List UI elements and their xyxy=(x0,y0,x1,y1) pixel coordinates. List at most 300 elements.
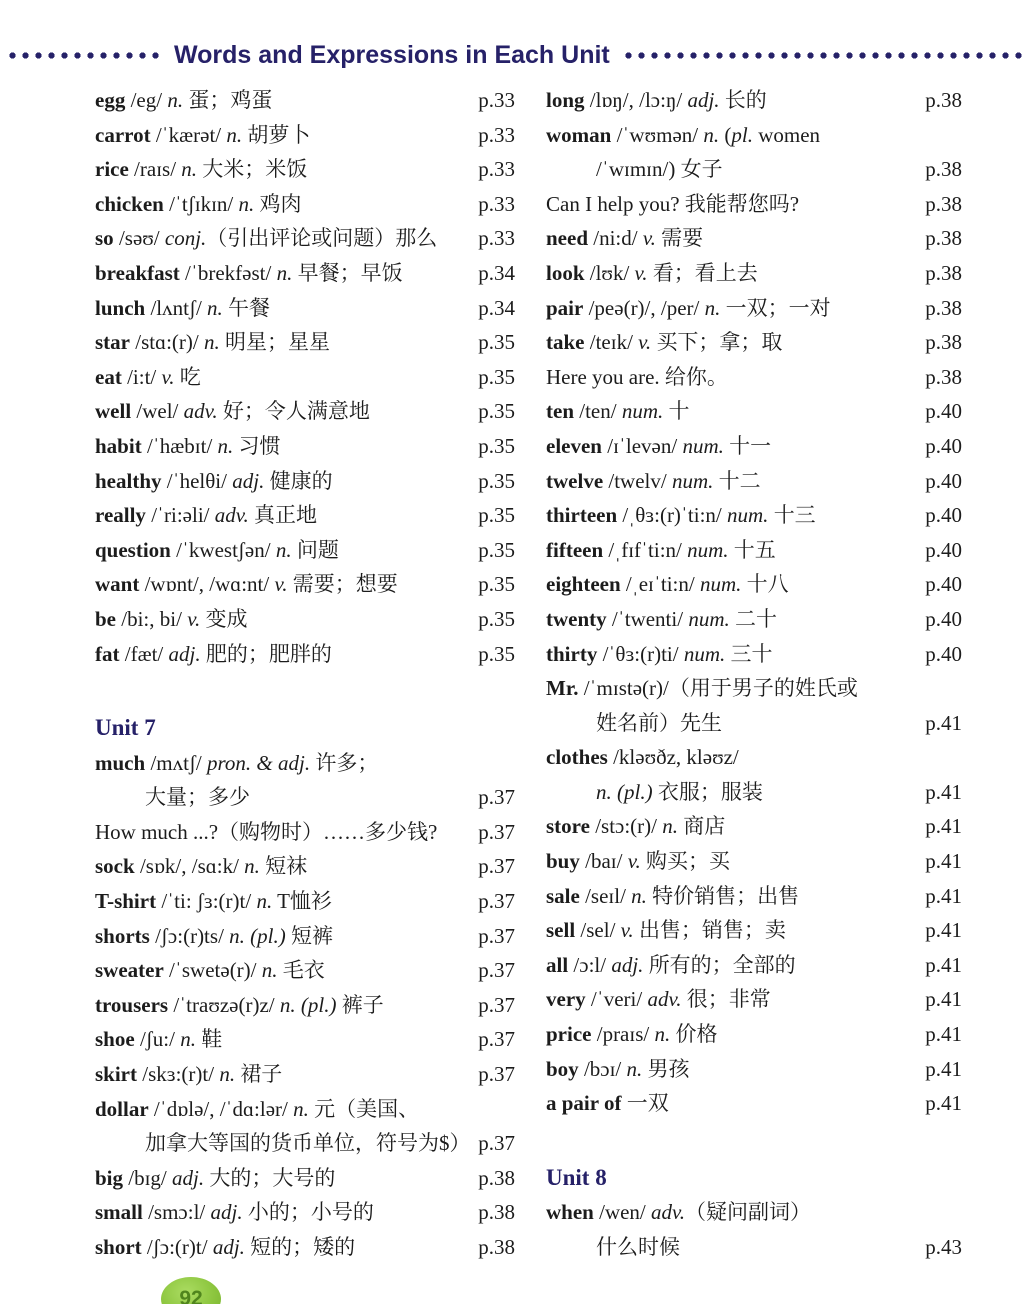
page-ref: p.35 xyxy=(478,399,515,424)
entry-fragment: 肥的；肥胖的 xyxy=(200,641,332,666)
part-of-speech: n. xyxy=(207,295,223,320)
vocab-column-right xyxy=(546,83,962,1265)
part-of-speech: v. xyxy=(620,918,634,943)
entry-text xyxy=(546,982,771,1017)
vocab-line xyxy=(546,637,962,672)
entry-text xyxy=(596,706,722,741)
part-of-speech: v. xyxy=(627,849,641,874)
entry-fragment: 真正地 xyxy=(248,503,318,528)
entry-fragment: /praɪs/ xyxy=(591,1022,655,1047)
page-ref: p.41 xyxy=(925,918,962,943)
entry-fragment: 买下；拿；取 xyxy=(651,330,783,355)
headword: breakfast xyxy=(95,260,180,285)
entry-text xyxy=(95,637,332,672)
entry-fragment: （疑问副词） xyxy=(685,1200,812,1225)
vocab-line xyxy=(546,360,962,395)
part-of-speech: n. xyxy=(654,1022,671,1047)
entry-fragment: /ni:d/ xyxy=(588,226,643,251)
entry-text xyxy=(95,1092,419,1127)
entry-fragment: /ˌθɜ:(r)ˈti:n/ xyxy=(617,503,728,528)
page-ref: p.41 xyxy=(925,1022,962,1047)
entry-text xyxy=(546,948,796,983)
entry-text xyxy=(546,533,776,568)
page-ref: p.37 xyxy=(478,1062,515,1087)
entry-fragment: /stɑ:(r)/ xyxy=(130,330,204,355)
entry-text xyxy=(596,1230,680,1265)
page-ref: p.38 xyxy=(925,260,962,285)
entry-fragment: /ɪˈlevən/ xyxy=(601,433,683,458)
headword: boy xyxy=(546,1056,579,1081)
headword: twelve xyxy=(546,468,604,493)
entry-text xyxy=(596,775,763,810)
part-of-speech: n. xyxy=(226,122,243,147)
headword: egg xyxy=(95,88,126,112)
unit-heading: Unit 8 xyxy=(546,1164,607,1190)
entry-fragment: /skɜ:(r)t/ xyxy=(137,1062,220,1087)
entry-fragment: /ˌeɪˈti:n/ xyxy=(620,572,700,597)
part-of-speech: adv. xyxy=(647,987,682,1012)
entry-fragment: 购买；买 xyxy=(640,849,730,874)
page-ref: p.38 xyxy=(925,226,962,251)
part-of-speech: n. (pl.) xyxy=(229,923,286,948)
entry-text xyxy=(95,83,272,118)
part-of-speech: n. xyxy=(662,814,678,839)
entry-text xyxy=(95,187,302,222)
entry-text xyxy=(95,1057,282,1092)
entry-fragment: T恤衫 xyxy=(272,889,332,914)
headword: thirty xyxy=(546,641,598,666)
headword: need xyxy=(546,226,588,251)
entry-fragment: /ˈdɒlə/, /ˈdɑ:lər/ xyxy=(148,1096,294,1121)
part-of-speech: v. xyxy=(161,364,175,389)
entry-text xyxy=(95,953,325,988)
page-ref: p.41 xyxy=(925,1056,962,1081)
entry-text xyxy=(95,1230,355,1265)
entry-fragment: /peə(r)/, /per/ xyxy=(583,295,705,320)
page-ref: p.35 xyxy=(478,606,515,631)
headword: fifteen xyxy=(546,537,604,562)
part-of-speech: n. xyxy=(275,537,292,562)
entry-text xyxy=(546,740,739,775)
vocab-line xyxy=(546,429,962,464)
vocab-line xyxy=(546,464,962,499)
part-of-speech: adv. xyxy=(214,503,249,528)
headword: T-shirt xyxy=(95,889,157,914)
entry-fragment: 男孩 xyxy=(642,1056,690,1081)
entry-fragment: /wen/ xyxy=(593,1200,652,1225)
part-of-speech: conj. xyxy=(164,226,207,251)
page-ref: p.33 xyxy=(478,157,515,182)
vocab-line xyxy=(546,844,962,879)
headword: sale xyxy=(546,883,580,908)
entry-fragment: 胡萝卜 xyxy=(242,122,311,147)
vocab-line xyxy=(546,83,962,118)
entry-fragment: 需要 xyxy=(655,226,704,251)
headword: skirt xyxy=(95,1062,137,1087)
page-ref: p.33 xyxy=(478,88,515,112)
part-of-speech: adj. xyxy=(687,88,720,112)
entry-fragment: /ʃɔ:(r)ts/ xyxy=(149,923,230,948)
entry-fragment: （引出评论或问题）那么 xyxy=(206,226,438,251)
vocab-line xyxy=(546,291,962,326)
part-of-speech: adj. xyxy=(232,468,265,493)
vocab-line xyxy=(95,221,515,256)
part-of-speech: n. xyxy=(626,1056,643,1081)
entry-fragment: 变成 xyxy=(200,606,248,631)
page-ref: p.35 xyxy=(478,641,515,666)
part-of-speech: adv. xyxy=(651,1200,686,1225)
entry-text xyxy=(546,913,786,948)
page-ref: p.37 xyxy=(478,889,515,914)
entry-fragment: /ˈkwestʃən/ xyxy=(170,537,276,562)
entry-fragment: /wɒnt/, /wɑ:nt/ xyxy=(139,572,275,597)
entry-fragment: /bɔɪ/ xyxy=(578,1056,627,1081)
entry-fragment: 元（美国、 xyxy=(308,1096,420,1121)
page-ref: p.40 xyxy=(925,503,962,528)
vocab-line xyxy=(95,919,515,954)
headword: shorts xyxy=(95,923,150,948)
headword: really xyxy=(95,503,146,528)
page-ref: p.38 xyxy=(925,295,962,320)
entry-fragment: /eg/ xyxy=(125,88,168,112)
entry-text xyxy=(546,637,773,672)
vocab-line xyxy=(546,948,962,983)
part-of-speech: v. xyxy=(187,606,201,631)
part-of-speech: adv. xyxy=(183,399,218,424)
part-of-speech: n. xyxy=(704,295,721,320)
headword: small xyxy=(95,1200,143,1225)
entry-text xyxy=(546,1195,811,1230)
entry-fragment: 裤子 xyxy=(336,992,384,1017)
entry-fragment: /ˈri:əli/ xyxy=(145,503,215,528)
entry-fragment: 短的；矮的 xyxy=(244,1235,356,1259)
vocab-line xyxy=(95,988,515,1023)
entry-fragment: 问题 xyxy=(291,537,339,562)
vocab-line xyxy=(95,394,515,429)
vocab-line xyxy=(95,884,515,919)
vocab-line xyxy=(95,1195,515,1230)
page-ref: p.37 xyxy=(478,785,515,810)
headword: question xyxy=(95,537,171,562)
vocab-line xyxy=(546,775,962,810)
entry-fragment: 鸡肉 xyxy=(254,191,302,216)
entry-fragment: /smɔ:l/ xyxy=(142,1200,211,1225)
entry-text xyxy=(95,602,247,637)
entry-fragment: 大量；多少 xyxy=(145,785,250,810)
entry-text xyxy=(546,360,728,395)
entry-fragment: 十三 xyxy=(768,503,816,528)
entry-text xyxy=(95,1195,374,1230)
entry-fragment: /ˈswetə(r)/ xyxy=(163,958,262,983)
entry-fragment: Here you are. 给你。 xyxy=(546,364,728,389)
entry-fragment: 十 xyxy=(663,399,690,424)
entry-fragment: /ˈwʊmən/ xyxy=(611,122,704,147)
headword: eleven xyxy=(546,433,602,458)
part-of-speech: v. xyxy=(634,260,648,285)
part-of-speech: num. xyxy=(671,468,714,493)
page-ref: p.38 xyxy=(478,1165,515,1190)
entry-fragment: 出售；销售；卖 xyxy=(633,918,786,943)
entry-fragment: 所有的；全部的 xyxy=(643,952,796,977)
headword: star xyxy=(95,330,130,355)
vocab-line xyxy=(95,360,515,395)
headword: long xyxy=(546,88,585,112)
headword: price xyxy=(546,1022,592,1047)
entry-fragment: /lʊk/ xyxy=(584,260,635,285)
entry-fragment: 什么时候 xyxy=(596,1235,680,1259)
page-ref: p.40 xyxy=(925,399,962,424)
entry-text xyxy=(95,464,333,499)
entry-fragment: /ˈti: ʃɜ:(r)t/ xyxy=(156,889,257,914)
entry-fragment: 商店 xyxy=(678,814,726,839)
entry-text xyxy=(546,464,761,499)
entry-fragment: /ˈhelθi/ xyxy=(161,468,233,493)
entry-fragment: /wel/ xyxy=(131,399,184,424)
entry-text xyxy=(95,815,437,850)
entry-fragment: /ˈtwenti/ xyxy=(606,606,689,631)
headword: thirteen xyxy=(546,503,618,528)
entry-text xyxy=(95,849,307,884)
part-of-speech: n. xyxy=(219,1062,236,1087)
entry-text xyxy=(546,221,703,256)
headword: store xyxy=(546,814,590,839)
vocab-line xyxy=(95,1126,515,1161)
entry-fragment: 一双 xyxy=(621,1091,669,1116)
entry-text xyxy=(546,325,782,360)
entry-fragment: 特价销售；出售 xyxy=(646,883,800,908)
headword: chicken xyxy=(95,191,164,216)
entry-fragment: /ˈθɜ:(r)ti/ xyxy=(597,641,684,666)
entry-text xyxy=(95,567,398,602)
headword: lunch xyxy=(95,295,146,320)
page-ref: p.35 xyxy=(478,537,515,562)
vocab-line xyxy=(546,221,962,256)
part-of-speech: adj. xyxy=(611,952,644,977)
page-ref: p.41 xyxy=(925,987,962,1012)
page-ref: p.37 xyxy=(478,854,515,879)
headword: so xyxy=(95,226,114,251)
vocab-line xyxy=(95,429,515,464)
vocab-line xyxy=(546,533,962,568)
headword: eat xyxy=(95,364,122,389)
part-of-speech: n. xyxy=(261,958,278,983)
vocab-line xyxy=(546,1195,962,1230)
page-ref: p.37 xyxy=(478,992,515,1017)
vocab-line xyxy=(95,637,515,672)
entry-text xyxy=(95,152,307,187)
entry-fragment: /ˈhæbɪt/ xyxy=(141,433,218,458)
entry-text xyxy=(145,780,250,815)
entry-text xyxy=(95,498,317,533)
part-of-speech: num. xyxy=(727,503,769,528)
page-ref: p.37 xyxy=(478,958,515,983)
entry-fragment: 姓名前）先生 xyxy=(596,710,722,735)
headword: very xyxy=(546,987,586,1012)
page-ref: p.33 xyxy=(478,226,515,251)
headword: well xyxy=(95,399,132,424)
headword: sell xyxy=(546,918,576,943)
entry-fragment: 三十 xyxy=(725,641,773,666)
entry-fragment: /mʌtʃ/ xyxy=(145,750,208,775)
entry-text xyxy=(546,809,725,844)
part-of-speech: n. (pl.) xyxy=(279,992,337,1017)
entry-text xyxy=(95,746,378,781)
part-of-speech: n. xyxy=(180,1027,196,1052)
entry-fragment: 看；看上去 xyxy=(647,260,758,285)
entry-fragment: 许多； xyxy=(310,750,379,775)
vocab-line xyxy=(95,533,515,568)
entry-text xyxy=(95,884,332,919)
part-of-speech: adj. xyxy=(168,641,201,666)
entry-text xyxy=(95,394,370,429)
headword: short xyxy=(95,1235,142,1259)
vocab-line xyxy=(95,1057,515,1092)
part-of-speech: v. xyxy=(274,572,288,597)
entry-fragment: /twelv/ xyxy=(603,468,672,493)
entry-text xyxy=(95,221,437,256)
page-ref: p.38 xyxy=(925,364,962,389)
vocab-line xyxy=(546,567,962,602)
headword: shoe xyxy=(95,1027,135,1052)
entry-fragment: 十二 xyxy=(713,468,761,493)
entry-fragment: /teɪk/ xyxy=(584,330,639,355)
entry-fragment: 吃 xyxy=(174,364,201,389)
page-ref: p.41 xyxy=(925,1091,962,1116)
vocab-line xyxy=(546,256,962,291)
entry-text xyxy=(95,118,310,153)
entry-fragment: 蛋；鸡蛋 xyxy=(183,88,273,112)
entry-fragment: /ˌfɪfˈti:n/ xyxy=(603,537,688,562)
part-of-speech: n. xyxy=(256,889,273,914)
vocab-line xyxy=(546,879,962,914)
entry-fragment: 加拿大等国的货币单位，符号为$） xyxy=(145,1131,471,1156)
entry-fragment: /sɒk/, /sɑ:k/ xyxy=(134,854,245,879)
page-header xyxy=(6,40,1024,70)
entry-text xyxy=(546,291,831,326)
entry-fragment: 很；非常 xyxy=(681,987,771,1012)
headword: dollar xyxy=(95,1096,149,1121)
headword: healthy xyxy=(95,468,162,493)
vocab-line xyxy=(95,1022,515,1057)
vocab-line xyxy=(95,325,515,360)
headword: eighteen xyxy=(546,572,621,597)
vocab-line xyxy=(95,256,515,291)
vocab-line xyxy=(95,602,515,637)
entry-fragment: How much ...?（购物时）……多少钱? xyxy=(95,819,438,844)
headword: habit xyxy=(95,433,142,458)
entry-fragment: women xyxy=(752,122,821,147)
page-ref: p.35 xyxy=(478,364,515,389)
entry-fragment: 明星；星星 xyxy=(219,330,330,355)
entry-fragment: 十五 xyxy=(728,537,776,562)
entry-fragment: 短袜 xyxy=(259,854,308,879)
entry-fragment: 衣服；服装 xyxy=(652,779,763,804)
entry-fragment: 毛衣 xyxy=(277,958,325,983)
entry-text xyxy=(95,1161,335,1196)
page-ref: p.38 xyxy=(478,1200,515,1225)
entry-fragment: 大米；米饭 xyxy=(197,157,308,182)
entry-fragment: /bɪg/ xyxy=(123,1165,173,1190)
vocab-line xyxy=(95,780,515,815)
entry-fragment: 长的 xyxy=(719,88,767,112)
page-ref: p.37 xyxy=(478,1027,515,1052)
page-ref: p.41 xyxy=(925,779,962,804)
entry-fragment: /ɔ:l/ xyxy=(568,952,612,977)
entry-fragment: /kləʊðz, kləʊz/ xyxy=(607,745,739,770)
headword: clothes xyxy=(546,745,608,770)
part-of-speech: v. xyxy=(642,226,656,251)
page-ref: p.40 xyxy=(925,537,962,562)
part-of-speech: n. xyxy=(244,854,260,879)
entry-text xyxy=(546,1086,669,1121)
entry-fragment: /ten/ xyxy=(574,399,622,424)
headword: when xyxy=(546,1200,594,1225)
vocab-line xyxy=(546,913,962,948)
page-ref: p.38 xyxy=(925,88,962,112)
vocab-line xyxy=(546,1086,962,1121)
entry-fragment: 十八 xyxy=(741,572,789,597)
page-ref: p.40 xyxy=(925,641,962,666)
vocab-line xyxy=(546,982,962,1017)
vocab-line xyxy=(546,809,962,844)
page-number-badge xyxy=(161,1277,221,1304)
entry-text xyxy=(95,988,384,1023)
entry-fragment: 鞋 xyxy=(195,1027,223,1052)
headword: take xyxy=(546,330,585,355)
entry-text xyxy=(145,1126,471,1161)
entry-text xyxy=(546,394,690,429)
headword: rice xyxy=(95,157,129,182)
headword: Mr. xyxy=(546,676,579,701)
page-ref: p.34 xyxy=(478,260,515,285)
page-ref: p.41 xyxy=(925,952,962,977)
part-of-speech: n. xyxy=(276,260,293,285)
page-ref: p.38 xyxy=(925,330,962,355)
entry-fragment: 裙子 xyxy=(235,1062,283,1087)
entry-fragment: /ˈtʃɪkɪn/ xyxy=(163,191,239,216)
entry-text xyxy=(596,152,723,187)
entry-fragment: /lɒŋ/, /lɔ:ŋ/ xyxy=(584,88,688,112)
entry-fragment: 健康的 xyxy=(264,468,333,493)
page-ref: p.35 xyxy=(478,433,515,458)
vocab-line xyxy=(546,602,962,637)
entry-fragment: 十一 xyxy=(723,433,772,458)
entry-fragment: /fæt/ xyxy=(119,641,169,666)
headword: sweater xyxy=(95,958,164,983)
vocab-line xyxy=(546,740,962,775)
vocab-line xyxy=(95,567,515,602)
headword: pair xyxy=(546,295,584,320)
entry-fragment: /i:t/ xyxy=(121,364,162,389)
vocab-line xyxy=(546,1230,962,1265)
headword: woman xyxy=(546,122,612,147)
vocab-line xyxy=(546,394,962,429)
vocab-line xyxy=(95,1092,515,1127)
page-ref: p.40 xyxy=(925,572,962,597)
entry-text xyxy=(95,533,339,568)
entry-text xyxy=(546,1052,690,1087)
page-ref: p.43 xyxy=(925,1235,962,1259)
entry-text xyxy=(546,429,771,464)
entry-fragment: /ʃɔ:(r)t/ xyxy=(141,1235,213,1259)
entry-fragment: /seɪl/ xyxy=(579,883,632,908)
entry-text xyxy=(95,291,270,326)
headword: a pair of xyxy=(546,1091,622,1116)
headword: carrot xyxy=(95,122,151,147)
entry-fragment: ( xyxy=(719,122,732,147)
vocab-line xyxy=(95,815,515,850)
vocab-line xyxy=(546,1052,962,1087)
